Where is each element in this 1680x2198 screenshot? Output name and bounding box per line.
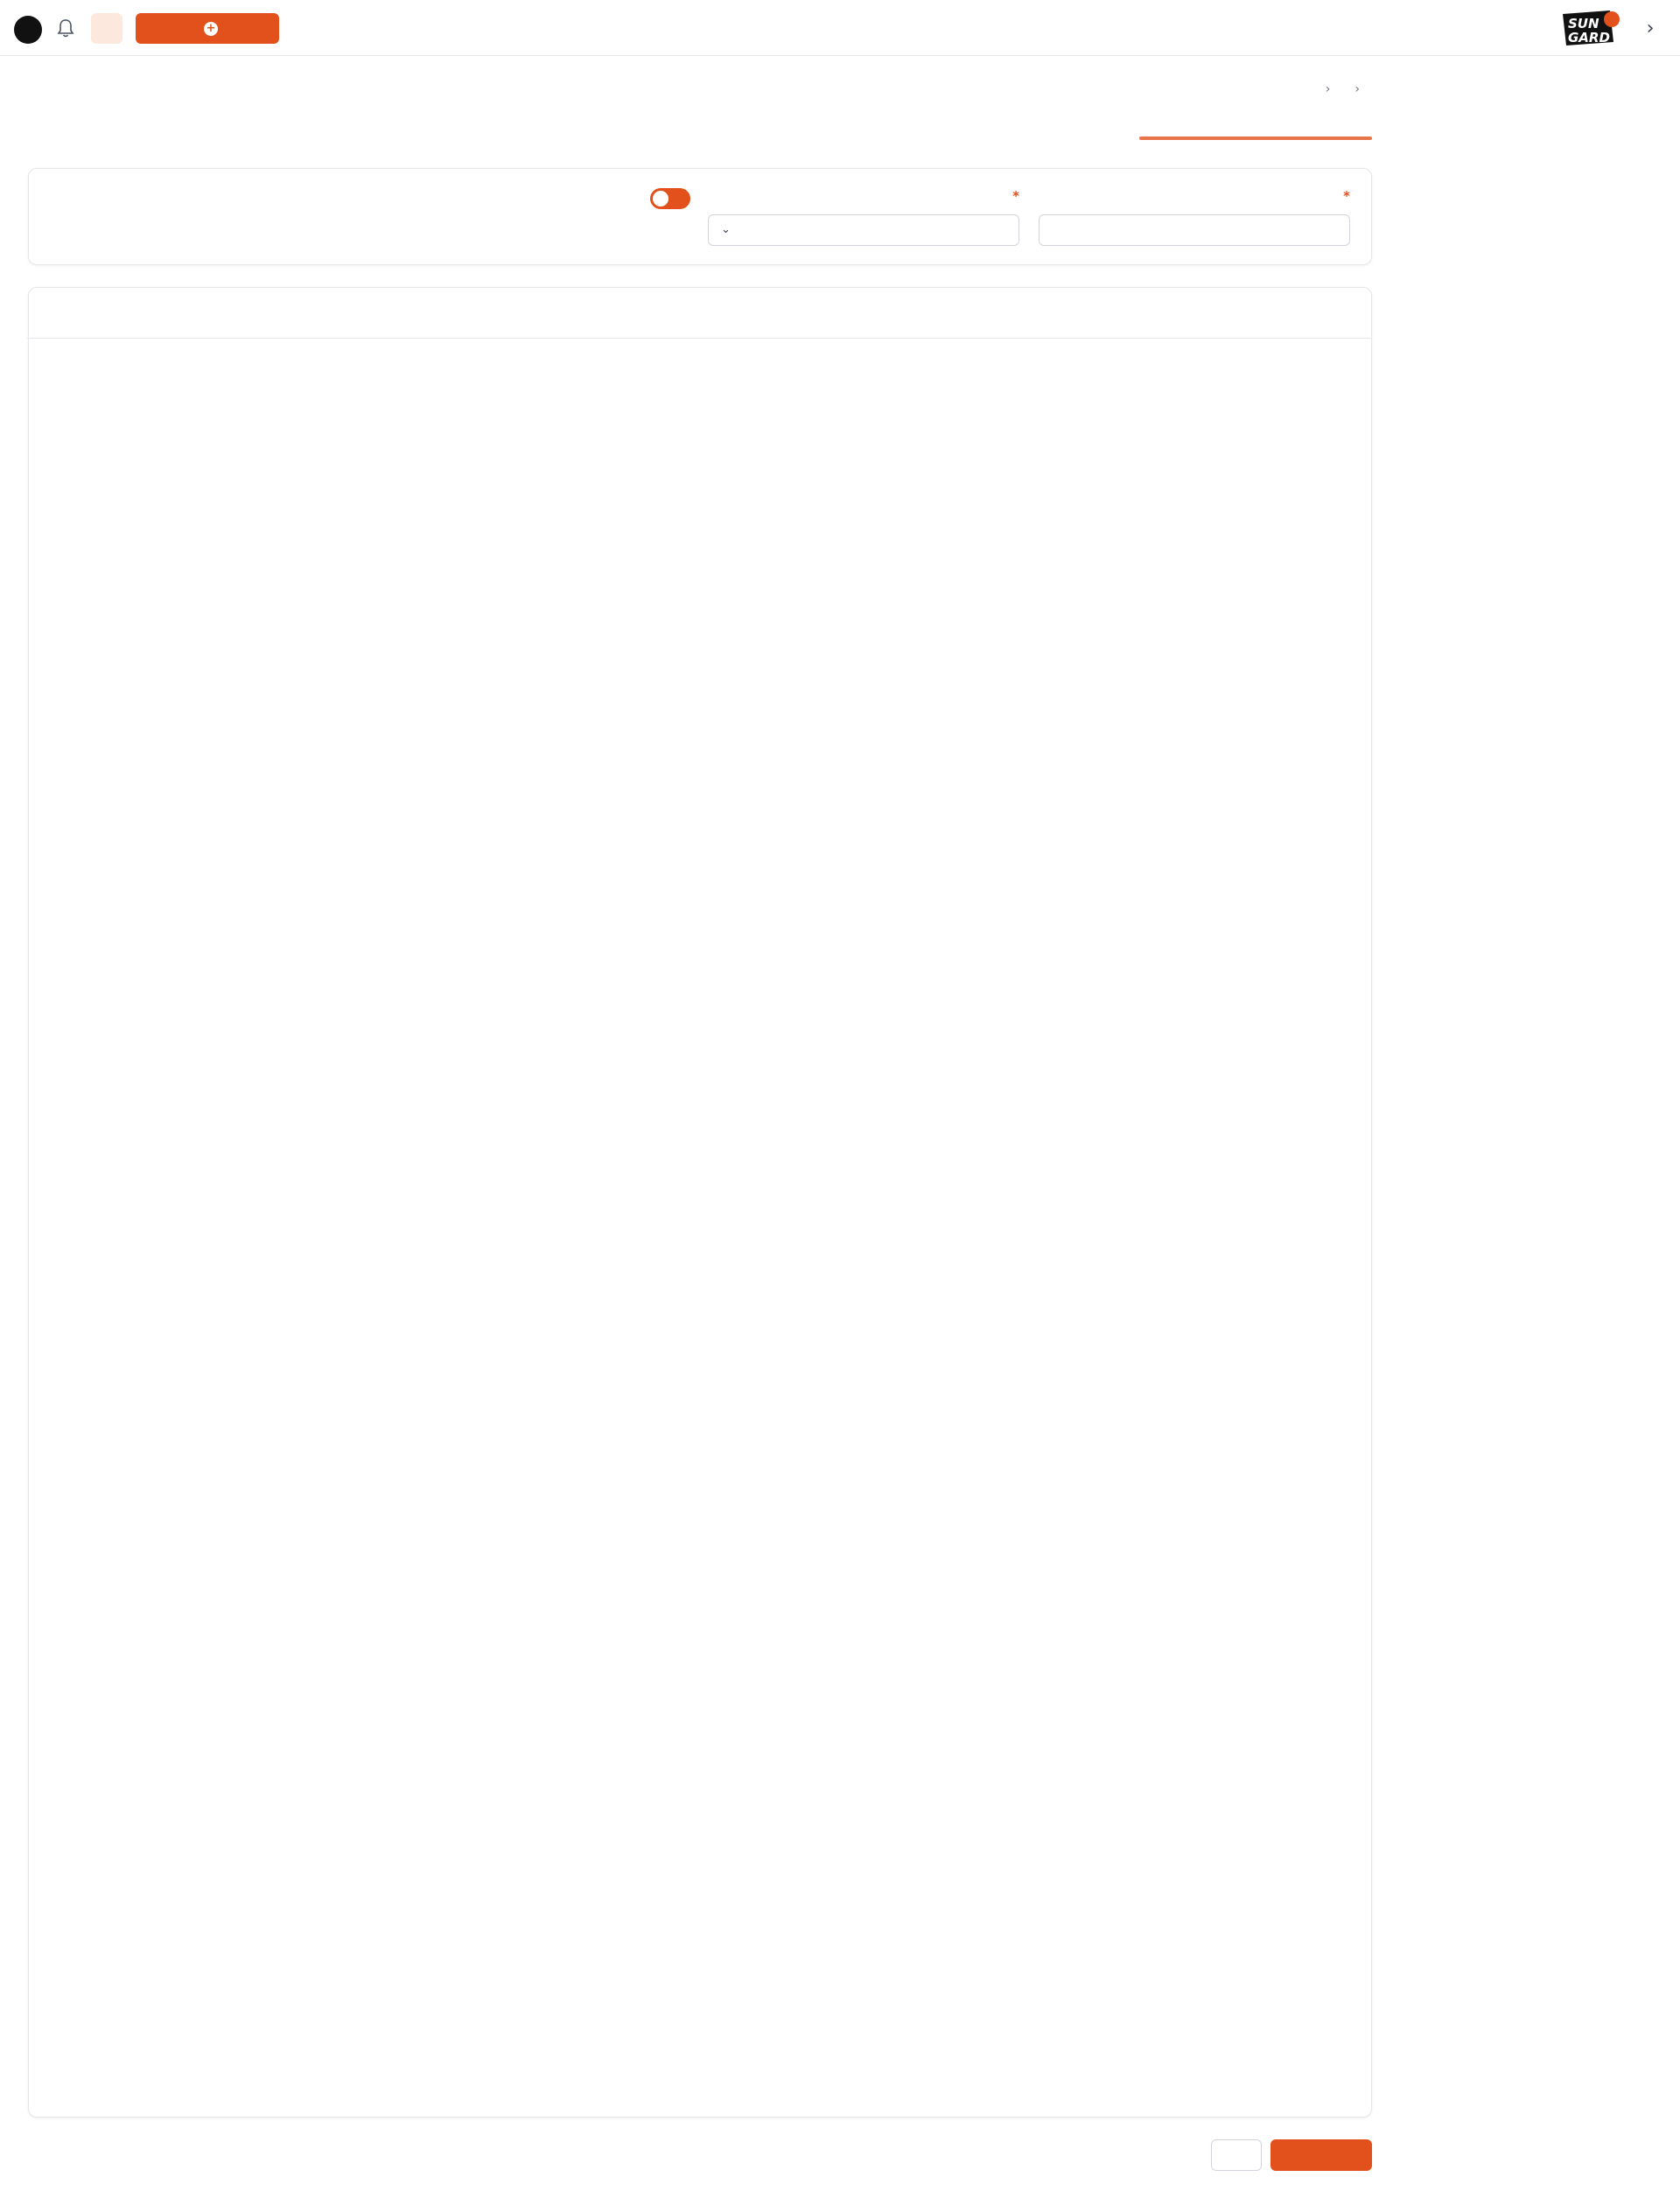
permissions-card (28, 287, 1372, 2118)
title-underline (1139, 136, 1372, 140)
svg-text:GARD: GARD (1568, 30, 1610, 46)
toggle-knob (653, 191, 668, 206)
identifier-field-label (1012, 188, 1019, 204)
cancel-button[interactable] (1211, 2139, 1262, 2171)
watermark (735, 2052, 945, 2157)
select-all-toggle[interactable] (650, 188, 690, 209)
avatar[interactable] (14, 16, 42, 44)
plus-icon: + (204, 22, 218, 36)
language-switcher[interactable] (91, 13, 122, 44)
chevron-down-icon: ⌄ (721, 223, 731, 236)
svg-text:SUN: SUN (1568, 16, 1600, 32)
breadcrumb (1313, 82, 1372, 96)
title-field[interactable] (1039, 214, 1350, 246)
identifier-select[interactable] (708, 214, 1019, 246)
save-button[interactable] (1270, 2139, 1372, 2171)
top-bar (0, 0, 1680, 56)
required-mark: * (1012, 188, 1019, 204)
chevron-right-icon[interactable]: › (1646, 17, 1655, 39)
permission-tabs (27, 288, 1371, 339)
title-field-label (1343, 188, 1350, 204)
create-coupon-button[interactable] (136, 13, 279, 44)
sungard-logo[interactable] (1559, 7, 1622, 49)
chevron-left-icon: ‹ (1325, 82, 1331, 96)
required-mark: * (1343, 188, 1350, 204)
role-form-card (28, 168, 1372, 265)
chevron-left-icon: ‹ (1354, 82, 1360, 96)
bell-icon[interactable] (56, 18, 75, 38)
